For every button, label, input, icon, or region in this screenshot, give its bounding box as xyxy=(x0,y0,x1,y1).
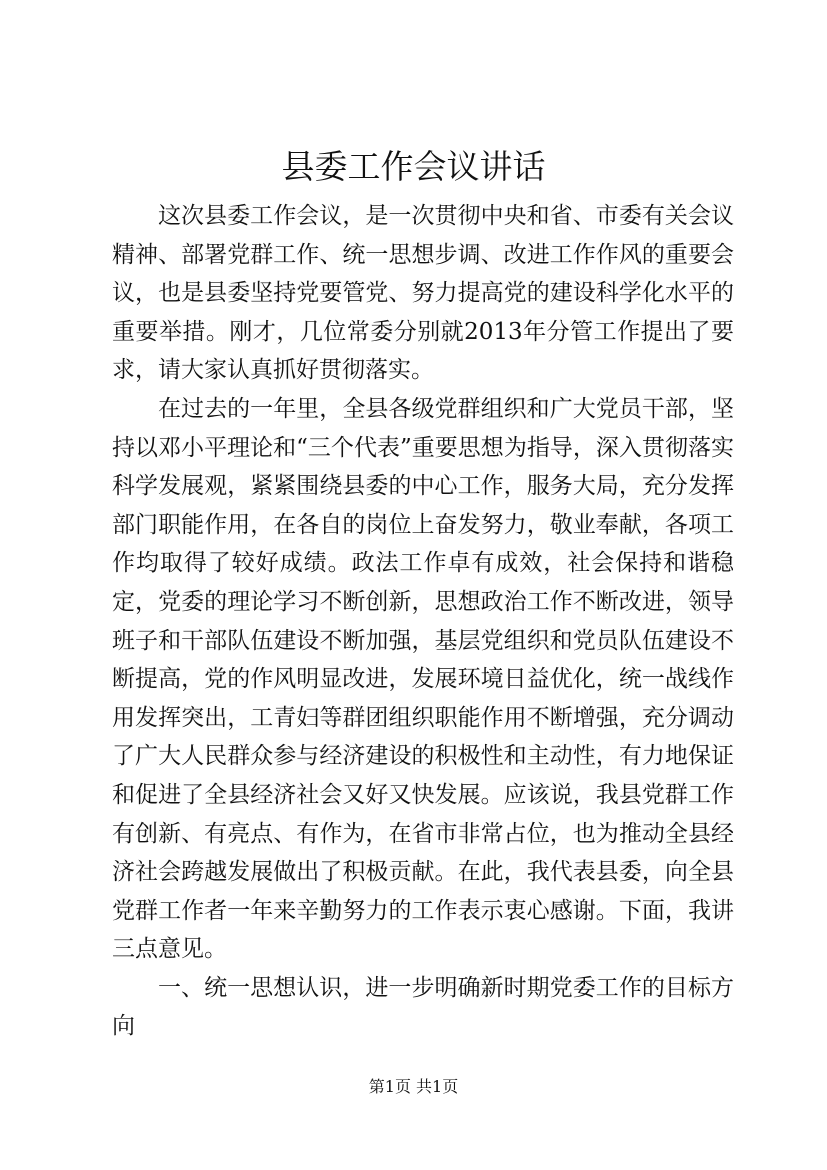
document-body xyxy=(112,197,734,1046)
document-title: 县委工作会议讲话 xyxy=(281,147,546,186)
paragraph-review: 在过去的一年里，全县各级党群组织和广大党员干部，坚持以邓小平理论和“三个代表”重要思想为指导，深入贯彻落实科学发展观，紧紧围绕县委的中心工作，服务大局，充分发挥部门职能作用，在各自的岗位上奋发努力，敬业奉献，各项工作均取得了较好成绩。政法工作卓有成效，社会保持和谐稳定，党委的理论学习不断创新，思想政治工作不断改进，领导班子和干部队伍建设不断加强，基层党组织和党员队伍建设不断提高，党的作风明显改进，发展环境日益优化，统一战线作用发挥突出，工青妇等群团组织职能作用不断增强，充分调动了广大人民群众参与经济建设的积极性和主动性，有力地保证和促进了全县经济社会又好又快发展。应该说，我县党群工作有创新、有亮点、有作为，在省市非常占位，也为推动全县经济社会跨越发展做出了积极贡献。在此，我代表县委，向全县党群工作者一年来辛勤努力的工作表示衷心感谢。下面，我讲三点意见。 xyxy=(112,395,734,963)
paragraph-intro: 这次县委工作会议，是一次贯彻中央和省、市委有关会议精神、部署党群工作、统一思想步调、改进工作作风的重要会议，也是县委坚持党要管党、努力提高党的建设科学化水平的重要举措。刚才，几位常委分别就2013年分管工作提出了要求，请大家认真抓好贯彻落实。 xyxy=(112,203,734,384)
paragraph-section-heading: 一、统一思想认识，进一步明确新时期党委工作的目标方向 xyxy=(112,974,734,1040)
page-footer: 第1页 共1页 xyxy=(368,1077,459,1096)
